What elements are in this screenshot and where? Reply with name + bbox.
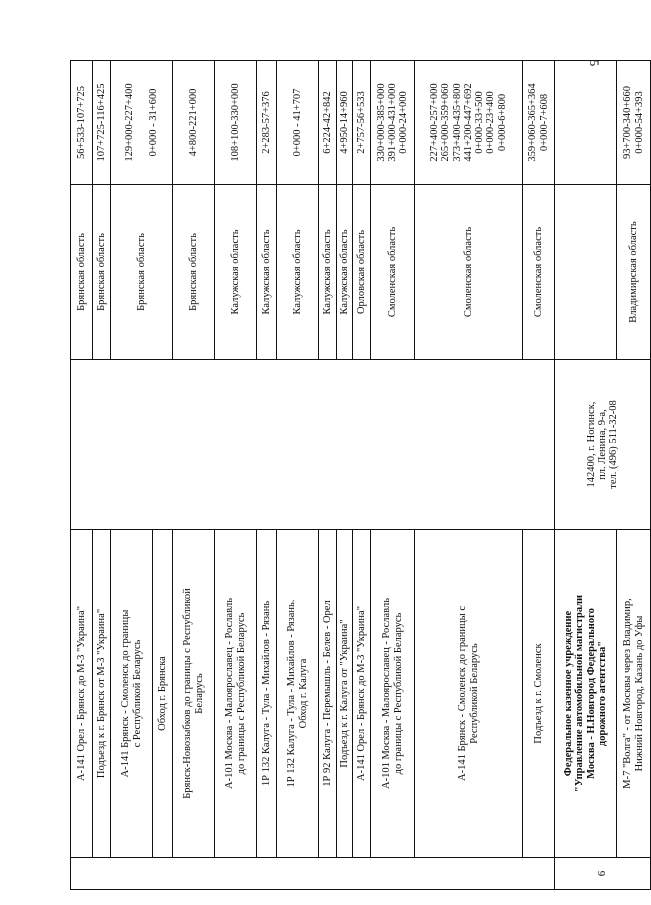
region-cell: Брянская область <box>93 185 111 360</box>
km-cell: 4+800-221+000 <box>173 61 215 185</box>
road-cell: А-141 Орел - Брянск до М-3 "Украина" <box>353 530 371 858</box>
road-cell: А-101 Москва - Малоярославец - Рославль до границы с Республикой Беларусь <box>215 530 257 858</box>
region-cell: Калужская область <box>215 185 257 360</box>
region-cell: Калужская область <box>257 185 277 360</box>
road-cell: А-141 Орел - Брянск до М-3 "Украина" <box>71 530 93 858</box>
region-cell: Смоленская область <box>415 185 523 360</box>
road-cell: Брянск-Новозыбков до границы с Республикой Беларусь <box>173 530 215 858</box>
km-cell: 4+950-14+960 <box>337 61 353 185</box>
road-cell: Подъезд к г. Смоленск <box>523 530 555 858</box>
region-cell: Калужская область <box>277 185 319 360</box>
org-number-blank <box>71 858 555 890</box>
org-number: 6 <box>555 858 651 890</box>
region-cell: Орловская область <box>353 185 371 360</box>
region-cell: Брянская область <box>71 185 93 360</box>
region-cell: Смоленская область <box>371 185 415 360</box>
km-cell: 93+700-340+660 0+000-54+393 <box>617 61 651 185</box>
region-cell: Калужская область <box>319 185 337 360</box>
road-cell: А-141 Брянск - Смоленск до границы с Республикой Беларусь <box>111 530 153 858</box>
road-cell: Обход г. Брянска <box>153 530 173 858</box>
road-cell: 1Р 132 Калуга - Тула - Михайлов - Рязань. Обход г. Калуга <box>277 530 319 858</box>
km-cell: 56+533-107+725 <box>71 61 93 185</box>
region-cell: Брянская область <box>173 185 215 360</box>
region-cell: Брянская область <box>111 185 173 360</box>
region-cell: Калужская область <box>337 185 353 360</box>
km-cell-blank <box>555 61 617 185</box>
page-number: 5 <box>587 59 602 67</box>
km-cell: 330+000-385+000 391+000-431+000 0+000-24+000 <box>371 61 415 185</box>
km-cell: 227+400-257+000 265+000-359+060 373+400-435+800 441+200-447+692 0+000-33+500 0+000-23+400 0+000-6+800 <box>415 61 523 185</box>
org-name: Федеральное казенное учреждение "Управление автомобильной магистрали Москва - Н.Новгород Федерального дорожного агентства" <box>555 530 617 858</box>
org-address-blank <box>71 360 555 530</box>
km-cell: 2+283-57+376 <box>257 61 277 185</box>
road-cell: 1Р 92 Калуга - Перемышль - Белев - Орел <box>319 530 337 858</box>
road-cell: А-101 Москва - Малоярославец - Рославль до границы с Республикой Беларусь <box>371 530 415 858</box>
rotated-table-frame <box>70 60 645 890</box>
km-cell: 2+757-56+533 <box>353 61 371 185</box>
table-row <box>555 61 617 890</box>
road-cell: 1Р 132 Калуга - Тула - Михайлов - Рязань <box>257 530 277 858</box>
road-cell: М-7 "Волга" - от Москвы через Владимир, Нижний Новгород, Казань до Уфы <box>617 530 651 858</box>
km-cell: 129+000-227+400 0+000 - 31+600 <box>111 61 173 185</box>
km-cell: 0+000 - 41+707 <box>277 61 319 185</box>
region-cell-blank <box>555 185 617 360</box>
org-address: 142400, г. Ногинск, пл. Ленина, 9-а, тел. (496) 511-32-08 <box>555 360 651 530</box>
km-cell: 6+224-42+842 <box>319 61 337 185</box>
table-row <box>71 61 93 890</box>
km-cell: 359+060-365+364 0+000-7+608 <box>523 61 555 185</box>
roads-table <box>70 60 651 890</box>
road-cell: А-141 Брянск - Смоленск до границы с Республикой Беларусь <box>415 530 523 858</box>
region-cell: Смоленская область <box>523 185 555 360</box>
road-cell: Подъезд к г. Брянск от М-3 "Украина" <box>93 530 111 858</box>
document-page <box>70 60 645 890</box>
km-cell: 108+100-330+000 <box>215 61 257 185</box>
road-cell: Подъезд к г. Калуга от "Украина" <box>337 530 353 858</box>
km-cell: 107+725-116+425 <box>93 61 111 185</box>
region-cell: Владимирская область <box>617 185 651 360</box>
